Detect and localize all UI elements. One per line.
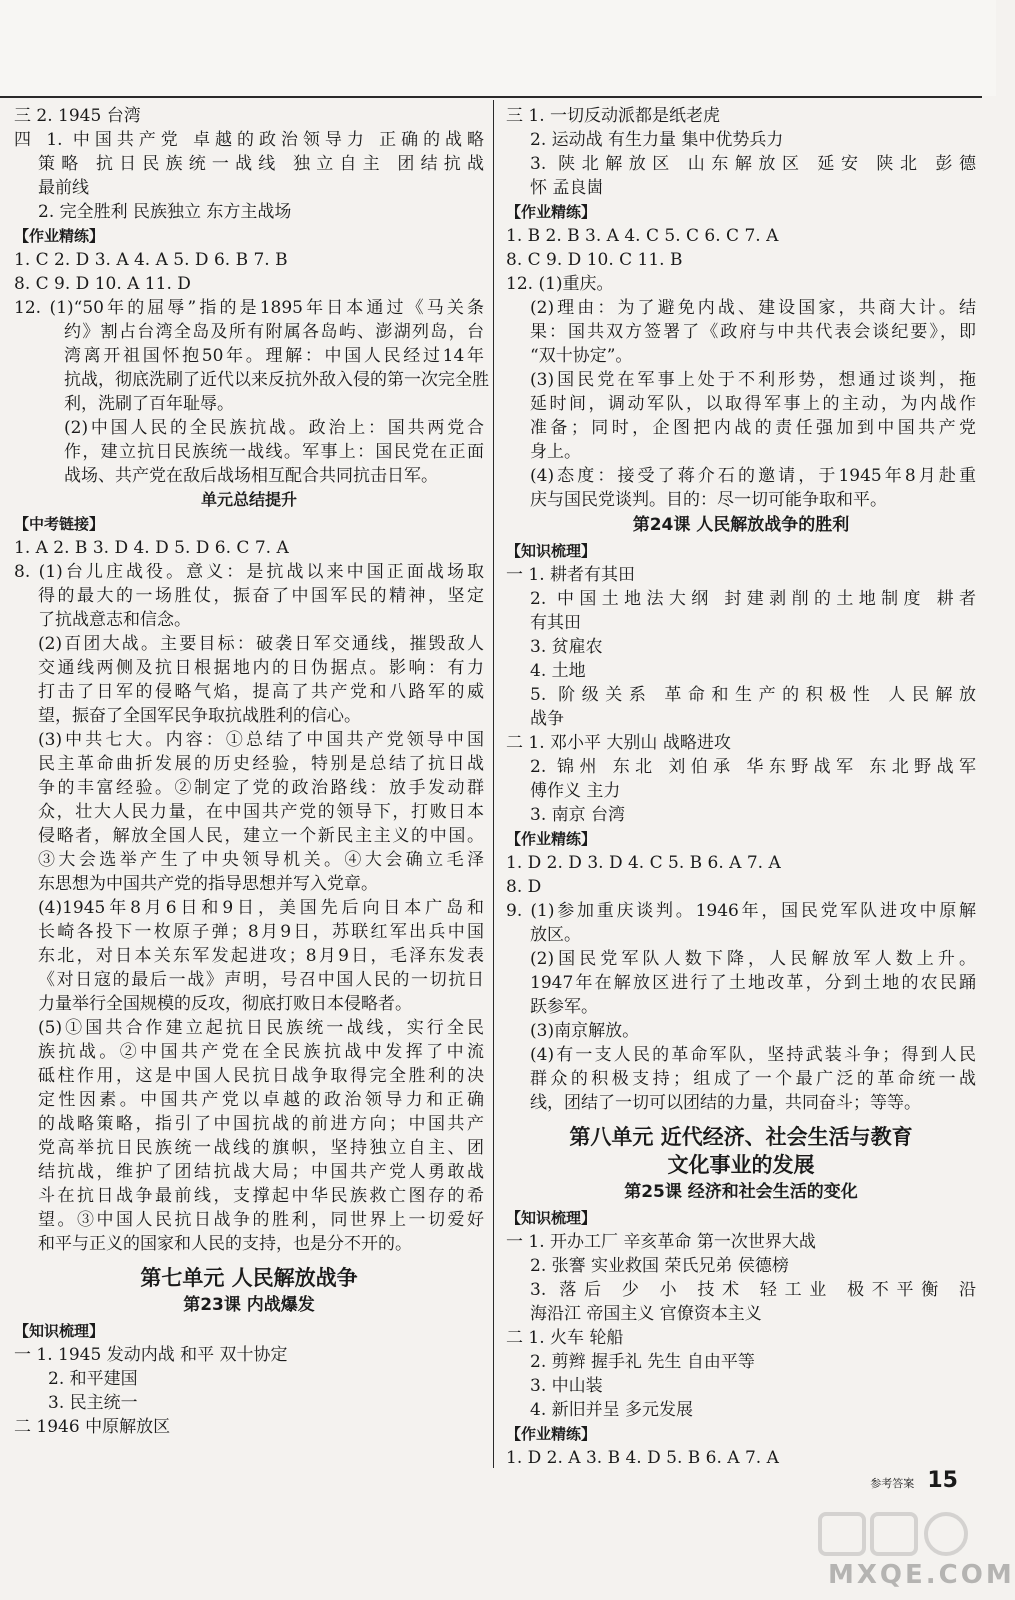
- watermark-text: MXQE.COM: [828, 1560, 1015, 1590]
- text-line: (2)国民党军队人数下降，人民解放军人数上升。: [530, 949, 976, 969]
- text-line: 3. 民主统一: [48, 1393, 138, 1413]
- text-line: “双十协定”。: [530, 346, 633, 366]
- text-line: 斗在抗日战争最前线，支撑起中华民族救亡图存的希: [38, 1186, 484, 1206]
- text-line: (4)1945年8月6日和9日，美国先后向日本广岛和: [38, 898, 484, 918]
- section-heading: 【作业精练】: [14, 227, 105, 245]
- lesson-title: 第25课 经济和社会生活的变化: [624, 1182, 858, 1202]
- text-line: 党高举抗日民族统一战线的旗帜，坚持独立自主、团: [38, 1138, 484, 1158]
- text-line: 线，团结了一切可以团结的力量，共同奋斗；等等。: [530, 1093, 921, 1113]
- text-line: 众，壮大人民力量，在中国共产党的领导下，打败日本: [38, 802, 484, 822]
- text-line: (2)理由：为了避免内战、建设国家，共商大计。结: [530, 298, 976, 318]
- text-line: 和平与正义的国家和人民的支持，也是分不开的。: [38, 1234, 412, 1254]
- text-line: 2. 中国土地法大纲 封建剥削的土地制度 耕者: [530, 589, 976, 609]
- answer-line: 1. D 2. A 3. B 4. D 5. B 6. A 7. A: [506, 1448, 779, 1468]
- text-line: (5)①国共合作建立起抗日民族统一战线，实行全民: [38, 1018, 484, 1038]
- answer-line: 8. D: [506, 877, 542, 897]
- text-line: 3. 中山装: [530, 1376, 603, 1396]
- text-line: 二 1946 中原解放区: [14, 1417, 171, 1437]
- text-line: 利，洗刷了百年耻辱。: [64, 394, 234, 414]
- text-line: 延时间，调动军队，以取得军事上的主动，为内战作: [530, 394, 976, 414]
- section-heading: 【知识梳理】: [506, 542, 597, 560]
- text-line: 3. 陕北解放区 山东解放区 延安 陕北 彭德: [530, 154, 976, 174]
- text-line: 怀 孟良崮: [530, 178, 604, 198]
- text-line: 2. 剪辫 握手礼 先生 自由平等: [530, 1352, 755, 1372]
- answer-line: 1. C 2. D 3. A 4. A 5. D 6. B 7. B: [14, 250, 288, 270]
- text-line: 一 1. 开办工厂 辛亥革命 第一次世界大战: [506, 1232, 816, 1252]
- right-column: [506, 104, 976, 1470]
- unit-title-continued: 文化事业的发展: [667, 1153, 815, 1177]
- section-heading: 【作业精练】: [506, 1425, 597, 1443]
- text-line: (3)中共七大。内容：①总结了中国共产党领导中国: [38, 730, 484, 750]
- text-line: 结抗战，维护了团结抗战大局；中国共产党人勇敢战: [38, 1162, 484, 1182]
- text-line: 庆与国民党谈判。目的：尽一切可能争取和平。: [530, 490, 887, 510]
- text-line: 作，建立抗日民族统一战线。军事上：国民党在正面: [64, 442, 484, 462]
- text-line: 3. 贫雇农: [530, 637, 603, 657]
- text-line: 2. 和平建国: [48, 1369, 138, 1389]
- text-line: 侵略者，解放全国人民，建立一个新民主主义的中国。: [38, 826, 484, 846]
- text-line: ③大会选举产生了中央领导机关。④大会确立毛泽: [38, 850, 484, 870]
- section-heading: 【知识梳理】: [506, 1209, 597, 1227]
- text-line: 12. (1)“50年的屈辱”指的是1895年日本通过《马关条: [14, 298, 484, 318]
- text-line: 最前线: [38, 178, 89, 198]
- text-line: 准备；同时，企图把内战的责任强加到中国共产党: [530, 418, 976, 438]
- text-line: 长崎各投下一枚原子弹；8月9日，苏联红军出兵中国: [38, 922, 484, 942]
- text-line: (3)国民党在军事上处于不利形势，想通过谈判，拖: [530, 370, 976, 390]
- text-line: 跃参军。: [530, 997, 598, 1017]
- text-line: 望，振奋了全国军民争取抗战胜利的信心。: [38, 706, 361, 726]
- text-line: 打击了日军的侵略气焰，提高了共产党和八路军的威: [38, 682, 484, 702]
- text-line: (4)态度：接受了蒋介石的邀请，于1945年8月赴重: [530, 466, 976, 486]
- text-line: 的战略策略，指引了中国抗战的前进方向；中国共产: [38, 1114, 484, 1134]
- unit-title: 第七单元 人民解放战争: [140, 1266, 358, 1290]
- column-divider: [493, 100, 494, 1468]
- text-line: 民主革命曲折发展的历史经验，特别是总结了抗日战: [38, 754, 484, 774]
- text-line: 定性因素。中国共产党以卓越的政治领导力和正确: [38, 1090, 484, 1110]
- text-line: 2. 完全胜利 民族独立 东方主战场: [38, 202, 292, 222]
- section-heading: 【作业精练】: [506, 830, 597, 848]
- text-line: 四 1. 中国共产党 卓越的政治领导力 正确的战略: [14, 130, 484, 150]
- unit-title: 第八单元 近代经济、社会生活与教育: [569, 1125, 913, 1149]
- text-line: 2. 锦州 东北 刘伯承 华东野战军 东北野战军: [530, 757, 976, 777]
- text-line: 交通线两侧及抗日根据地内的日伪据点。影响：有力: [38, 658, 484, 678]
- text-line: 4. 新旧并呈 多元发展: [530, 1400, 694, 1420]
- text-line: 海沿江 帝国主义 官僚资本主义: [530, 1304, 762, 1324]
- text-line: (3)南京解放。: [530, 1021, 640, 1041]
- summary-heading: 单元总结提升: [200, 490, 297, 509]
- header-rule: [0, 96, 982, 98]
- text-line: 策略 抗日民族统一战线 独立自主 团结抗战: [38, 154, 484, 174]
- text-line: 了抗战意志和信念。: [38, 610, 191, 630]
- text-line: 12. (1)重庆。: [506, 274, 614, 294]
- section-heading: 【知识梳理】: [14, 1322, 105, 1340]
- text-line: 一 1. 耕者有其田: [506, 565, 636, 585]
- text-line: 身上。: [530, 442, 581, 462]
- text-line: 力量举行全国规模的反攻，彻底打败日本侵略者。: [38, 994, 412, 1014]
- text-line: 放区。: [530, 925, 581, 945]
- text-line: 《对日寇的最后一战》声明，号召中国人民的一切抗日: [38, 970, 484, 990]
- text-line: (2)中国人民的全民族抗战。政治上：国共两党合: [64, 418, 484, 438]
- text-line: 3. 南京 台湾: [530, 805, 626, 825]
- text-line: 约》割占台湾全岛及所有附属各岛屿、澎湖列岛，台: [64, 322, 484, 342]
- answer-line: 1. A 2. B 3. D 4. D 5. D 6. C 7. A: [14, 538, 289, 558]
- text-line: 望。③中国人民抗日战争的胜利，同世界上一切爱好: [38, 1210, 484, 1230]
- text-line: (4)有一支人民的革命军队，坚持武装斗争；得到人民: [530, 1045, 976, 1065]
- text-line: 战争: [530, 709, 564, 729]
- text-line: 三 2. 1945 台湾: [14, 106, 141, 126]
- text-line: 一 1. 1945 发动内战 和平 双十协定: [14, 1345, 288, 1365]
- text-line: 争的丰富经验。②制定了党的政治路线：放手发动群: [38, 778, 484, 798]
- text-line: 1947年在解放区进行了土地改革，分到土地的农民踊: [530, 973, 976, 993]
- text-line: (2)百团大战。主要目标：破袭日军交通线，摧毁敌人: [38, 634, 484, 654]
- text-line: 2. 张謇 实业救国 荣氏兄弟 侯德榜: [530, 1256, 789, 1276]
- text-line: 有其田: [530, 613, 581, 633]
- text-line: 二 1. 邓小平 大别山 战略进攻: [506, 733, 731, 753]
- text-line: 4. 土地: [530, 661, 586, 681]
- text-line: 9. (1)参加重庆谈判。1946年，国民党军队进攻中原解: [506, 901, 976, 921]
- text-line: 二 1. 火车 轮船: [506, 1328, 624, 1348]
- text-line: 东北，对日本关东军发起进攻；8月9日，毛泽东发表: [38, 946, 484, 966]
- page-number: 15: [927, 1468, 958, 1493]
- footer-label: 参考答案: [870, 1477, 915, 1490]
- lesson-title: 第24课 人民解放战争的胜利: [632, 515, 850, 535]
- text-line: 东思想为中国共产党的指导思想并写入党章。: [38, 874, 378, 894]
- text-line: 2. 运动战 有生力量 集中优势兵力: [530, 130, 784, 150]
- text-line: 得的最大的一场胜仗，振奋了中国军民的精神，坚定: [38, 586, 484, 606]
- left-column: [14, 104, 489, 1439]
- text-line: 族抗战。②中国共产党在全民族抗战中发挥了中流: [38, 1042, 484, 1062]
- text-line: 湾离开祖国怀抱50年。理解：中国人民经过14年: [64, 346, 484, 366]
- text-line: 8. (1)台儿庄战役。意义：是抗战以来中国正面战场取: [14, 562, 484, 582]
- text-line: 傅作义 主力: [530, 781, 621, 801]
- top-margin: [0, 0, 996, 96]
- section-heading: 【作业精练】: [506, 203, 597, 221]
- answer-line: 8. C 9. D 10. A 11. D: [14, 274, 191, 294]
- text-line: 群众的积极支持；组成了一个最广泛的革命统一战: [530, 1069, 976, 1089]
- answer-line: 1. D 2. D 3. D 4. C 5. B 6. A 7. A: [506, 853, 781, 873]
- text-line: 5. 阶级关系 革命和生产的积极性 人民解放: [530, 685, 976, 705]
- text-line: 砥柱作用，这是中国人民抗日战争取得完全胜利的决: [38, 1066, 484, 1086]
- section-heading: 【中考链接】: [14, 515, 105, 533]
- text-line: 果：国共双方签署了《政府与中共代表会谈纪要》，即: [530, 322, 976, 342]
- answer-line: 1. B 2. B 3. A 4. C 5. C 6. C 7. A: [506, 226, 779, 246]
- text-line: 3. 落后 少 小 技术 轻工业 极不平衡 沿: [530, 1280, 976, 1300]
- answer-line: 8. C 9. D 10. C 11. B: [506, 250, 683, 270]
- lesson-title: 第23课 内战爆发: [183, 1295, 315, 1315]
- text-line: 战场、共产党在敌后战场相互配合共同抗击日军。: [64, 466, 438, 486]
- text-line: 三 1. 一切反动派都是纸老虎: [506, 106, 721, 126]
- text-line: 抗战，彻底洗刷了近代以来反抗外敌入侵的第一次完全胜: [64, 370, 489, 390]
- page-footer: [870, 1468, 958, 1493]
